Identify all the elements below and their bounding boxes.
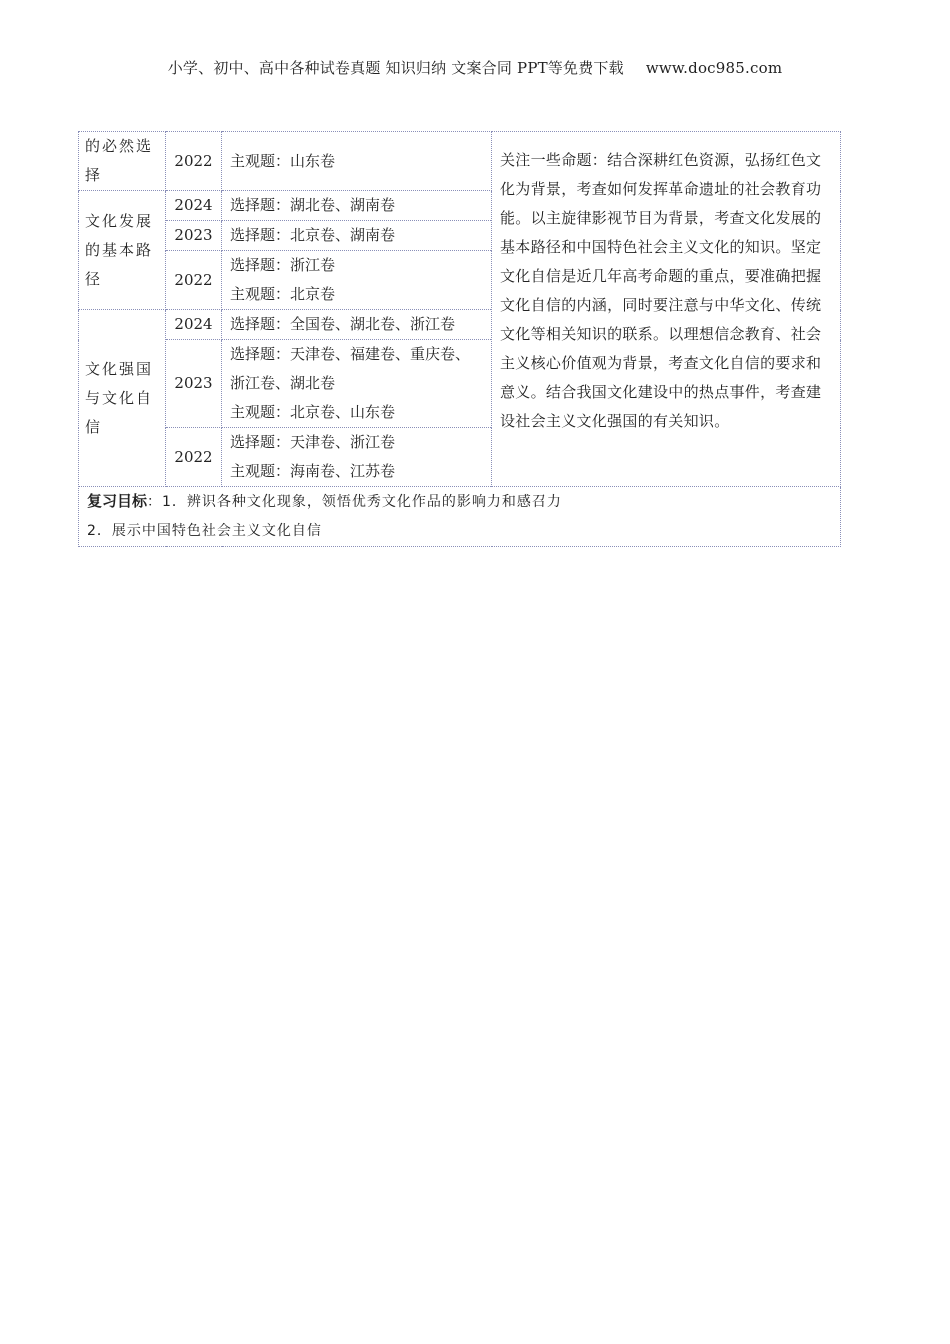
exam-line: 选择题：北京卷、湖南卷 xyxy=(230,226,396,244)
exam-cell xyxy=(222,340,492,428)
topic-cell: 的必然选择 xyxy=(79,132,166,191)
goal-item: ：1．辨识各种文化现象，领悟优秀文化作品的影响力和感召力 xyxy=(147,494,562,510)
year-cell: 2023 xyxy=(166,221,222,251)
exam-cell xyxy=(222,191,492,221)
header-text: 小学、初中、高中各种试卷真题 知识归纳 文案合同 PPT等免费下载 xyxy=(167,59,624,77)
exam-cell xyxy=(222,251,492,310)
exam-cell xyxy=(222,221,492,251)
table-row xyxy=(79,132,841,191)
exam-analysis-table xyxy=(78,131,841,547)
year-cell: 2022 xyxy=(166,428,222,487)
exam-line: 选择题：浙江卷 xyxy=(230,256,336,274)
year-cell: 2024 xyxy=(166,310,222,340)
exam-line: 主观题：北京卷、山东卷 xyxy=(230,403,396,421)
exam-cell xyxy=(222,428,492,487)
year-cell: 2024 xyxy=(166,191,222,221)
exam-cell xyxy=(222,132,492,191)
page-header xyxy=(0,57,950,78)
exam-line: 选择题：天津卷、浙江卷 xyxy=(230,433,396,451)
topic-cell: 文化发展的基本路径 xyxy=(79,191,166,310)
header-site: www.doc985.com xyxy=(645,59,783,77)
year-cell: 2022 xyxy=(166,251,222,310)
year-cell: 2023 xyxy=(166,340,222,428)
exam-line: 主观题：北京卷 xyxy=(230,285,336,303)
exam-line: 选择题：湖北卷、湖南卷 xyxy=(230,196,396,214)
exam-line: 选择题：全国卷、湖北卷、浙江卷 xyxy=(230,315,456,333)
year-cell: 2022 xyxy=(166,132,222,191)
goals-label: 复习目标 xyxy=(87,492,148,510)
analysis-note: 关注一些命题：结合深耕红色资源，弘扬红色文化为背景，考查如何发挥革命遗址的社会教育功能。以主旋律影视节目为背景，考查文化发展的基本路径和中国特色社会主义文化的知识。坚定文化自信是近几年高考命题的重点，要准确把握文化自信的内涵，同时要注意与中华文化、传统文化等相关知识的联系。以理想信念教育、社会主义核心价值观为背景，考查文化自信的要求和意义。结合我国文化建设中的热点事件，考查建设社会主义文化强国的有关知识。 xyxy=(492,132,841,487)
goal-item: 2．展示中国特色社会主义文化自信 xyxy=(87,523,322,539)
exam-line: 主观题：海南卷、江苏卷 xyxy=(230,462,396,480)
topic-cell: 文化强国与文化自信 xyxy=(79,310,166,487)
exam-line: 主观题：山东卷 xyxy=(230,151,336,170)
review-goals xyxy=(79,487,841,547)
exam-cell xyxy=(222,310,492,340)
table-row xyxy=(79,487,841,547)
exam-line: 选择题：天津卷、福建卷、重庆卷、浙江卷、湖北卷 xyxy=(230,345,471,392)
